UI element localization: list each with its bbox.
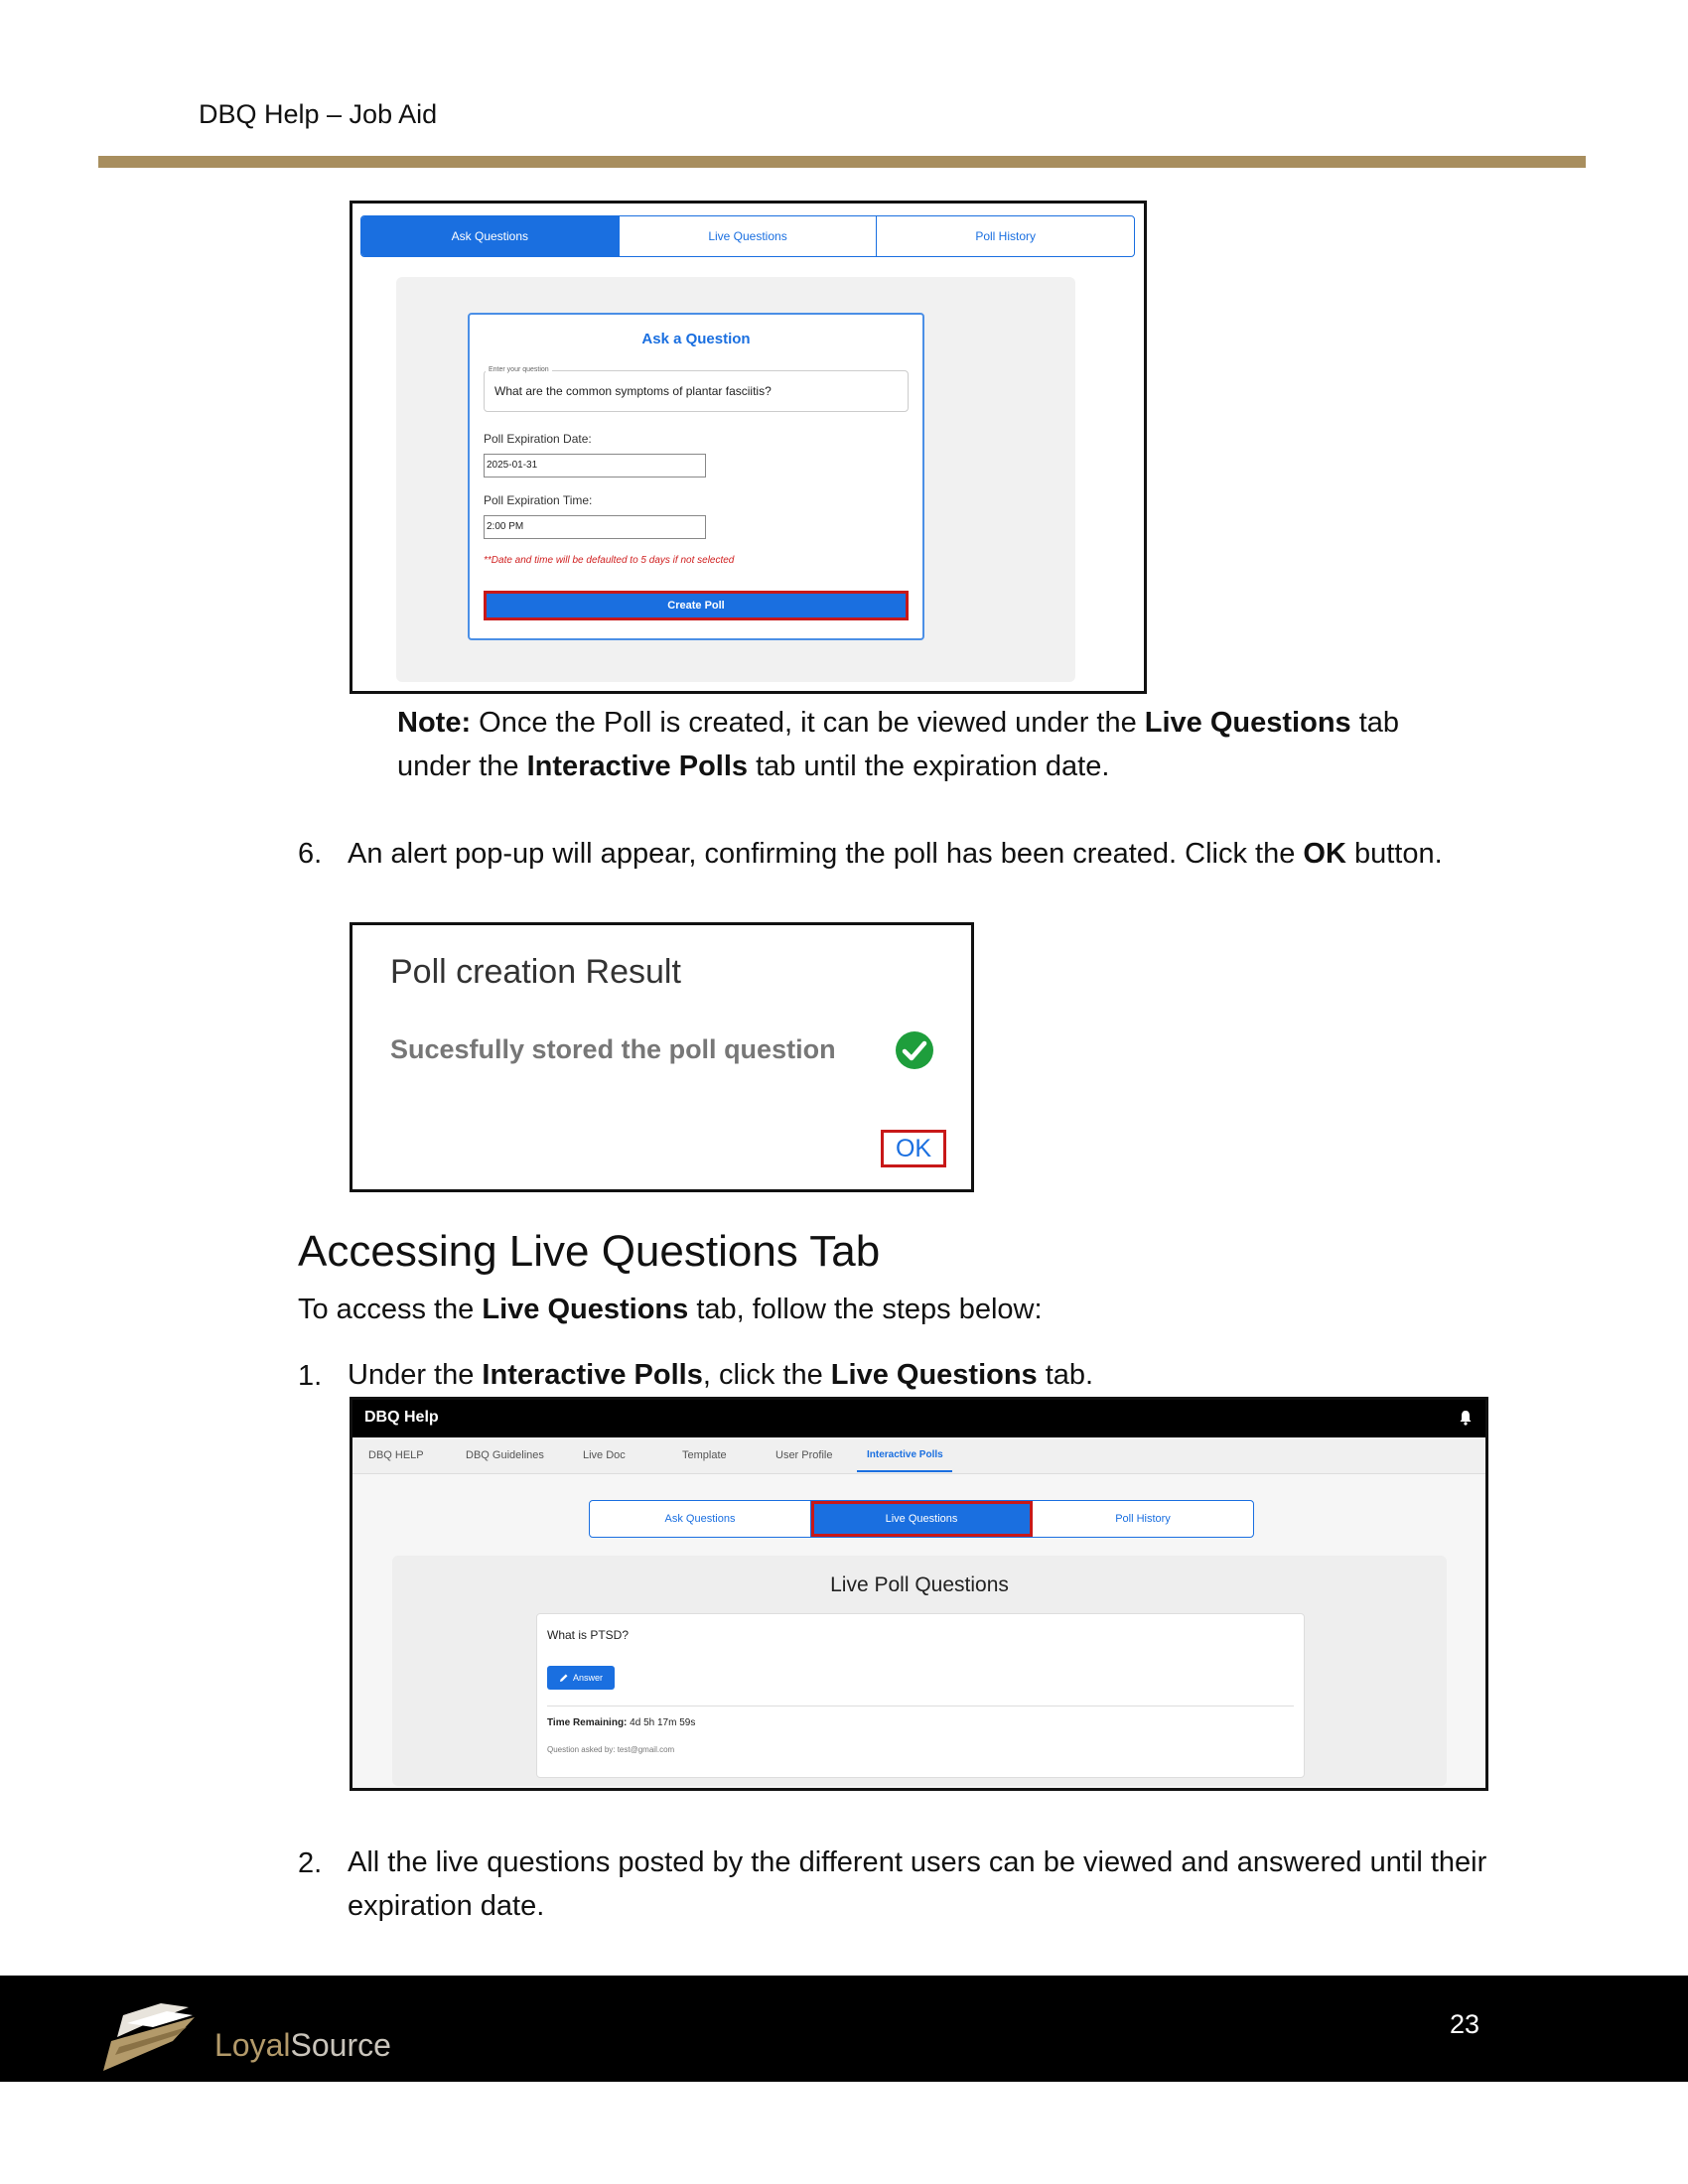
card-title: Ask a Question (641, 331, 751, 347)
step-2-number: 2. (298, 1847, 323, 1879)
poll-tabs (589, 1500, 1254, 1538)
poll-result-screenshot (350, 922, 974, 1192)
ask-question-screenshot (350, 201, 1147, 694)
note-paragraph (397, 701, 1450, 788)
nav-dbq-guidelines[interactable]: DBQ Guidelines (466, 1449, 544, 1461)
success-check-icon (895, 1030, 934, 1070)
time-remaining-label: Time Remaining: (547, 1717, 628, 1728)
poll-tabs (360, 215, 1135, 257)
header-divider (98, 156, 1586, 168)
note-text-1: Once the Poll is created, it can be viewed under the (471, 707, 1145, 739)
step-6-bold: OK (1303, 838, 1346, 870)
section-heading: Accessing Live Questions Tab (298, 1227, 881, 1276)
step-6-text-2: button. (1345, 838, 1443, 870)
nav-active-indicator (857, 1470, 952, 1472)
create-poll-button[interactable]: Create Poll (484, 591, 909, 620)
answer-label: Answer (572, 1673, 603, 1683)
question-legend: Enter your question (486, 366, 552, 373)
note-text-3: tab until the expiration date. (748, 751, 1110, 782)
tab-live-questions[interactable]: Live Questions (620, 216, 878, 256)
logo-wordmark (214, 2027, 391, 2064)
tab-ask-questions[interactable]: Ask Questions (590, 1501, 811, 1537)
live-panel (392, 1556, 1447, 1786)
step-2-text: All the live questions posted by the different users can be viewed and answered until their expiration date. (348, 1846, 1487, 1922)
time-label: Poll Expiration Time: (484, 493, 593, 507)
ok-button[interactable]: OK (881, 1130, 946, 1167)
logo-loyal: Loyal (214, 2027, 291, 2063)
date-input[interactable]: 2025-01-31 (484, 454, 706, 478)
question-text: What is PTSD? (547, 1628, 630, 1642)
step-6-text (348, 832, 1450, 876)
step-6-text-1: An alert pop-up will appear, confirming the poll has been created. Click the (348, 838, 1304, 870)
note-label: Note: (397, 707, 472, 739)
step-1-number: 1. (298, 1360, 323, 1392)
page-footer (0, 1976, 1688, 2082)
pencil-icon (559, 1673, 569, 1683)
time-remaining-value: 4d 5h 17m 59s (627, 1717, 696, 1728)
step-1-text-1: Under the (348, 1359, 483, 1391)
app-title: DBQ Help (364, 1409, 439, 1426)
section-intro (298, 1288, 1450, 1331)
document-header-title: DBQ Help – Job Aid (199, 99, 438, 129)
default-note: **Date and time will be defaulted to 5 days if not selected (484, 555, 735, 566)
nav-live-doc[interactable]: Live Doc (583, 1449, 626, 1461)
tab-poll-history[interactable]: Poll History (975, 229, 1037, 243)
question-card (536, 1613, 1305, 1778)
logo-source: Source (290, 2027, 391, 2063)
note-text-2: tab under the (397, 707, 1400, 782)
live-questions-screenshot (350, 1397, 1488, 1791)
nav-interactive-polls[interactable]: Interactive Polls (867, 1449, 943, 1460)
dialog-title: Poll creation Result (390, 953, 681, 991)
step-1-text (348, 1353, 1450, 1397)
answer-button[interactable] (547, 1666, 615, 1690)
time-input[interactable]: 2:00 PM (484, 515, 706, 539)
step-1-text-2: , click the (702, 1359, 831, 1391)
app-header (352, 1400, 1485, 1437)
ask-question-card (468, 313, 924, 640)
loyalsource-logo-icon (97, 1997, 207, 2073)
bell-icon[interactable] (1458, 1410, 1474, 1426)
note-bold-2: Interactive Polls (526, 751, 749, 782)
asked-by: Question asked by: test@gmail.com (547, 1745, 675, 1754)
time-remaining (547, 1717, 695, 1728)
tab-poll-history[interactable]: Poll History (1115, 1513, 1171, 1525)
dialog-message: Sucesfully stored the poll question (390, 1034, 836, 1064)
tab-ask-questions[interactable]: Ask Questions (361, 216, 620, 256)
nav-template[interactable]: Template (682, 1449, 727, 1461)
tab-live-questions[interactable]: Live Questions (811, 1501, 1033, 1537)
intro-text-1: To access the (298, 1294, 483, 1325)
nav-dbq-help[interactable]: DBQ HELP (368, 1449, 424, 1461)
date-label: Poll Expiration Date: (484, 432, 592, 446)
step-1-bold-2: Live Questions (830, 1359, 1038, 1391)
step-1-bold-1: Interactive Polls (482, 1359, 703, 1391)
intro-bold: Live Questions (482, 1294, 689, 1325)
step-6-number: 6. (298, 838, 323, 870)
step-1-text-3: tab. (1037, 1359, 1094, 1391)
panel-title: Live Poll Questions (830, 1573, 1009, 1596)
page-number: 23 (1450, 2009, 1480, 2039)
nav-bar (352, 1437, 1485, 1474)
question-input[interactable]: What are the common symptoms of plantar fasciitis? (484, 370, 909, 412)
note-bold-1: Live Questions (1144, 707, 1351, 739)
nav-user-profile[interactable]: User Profile (775, 1449, 833, 1461)
intro-text-2: tab, follow the steps below: (688, 1294, 1043, 1325)
